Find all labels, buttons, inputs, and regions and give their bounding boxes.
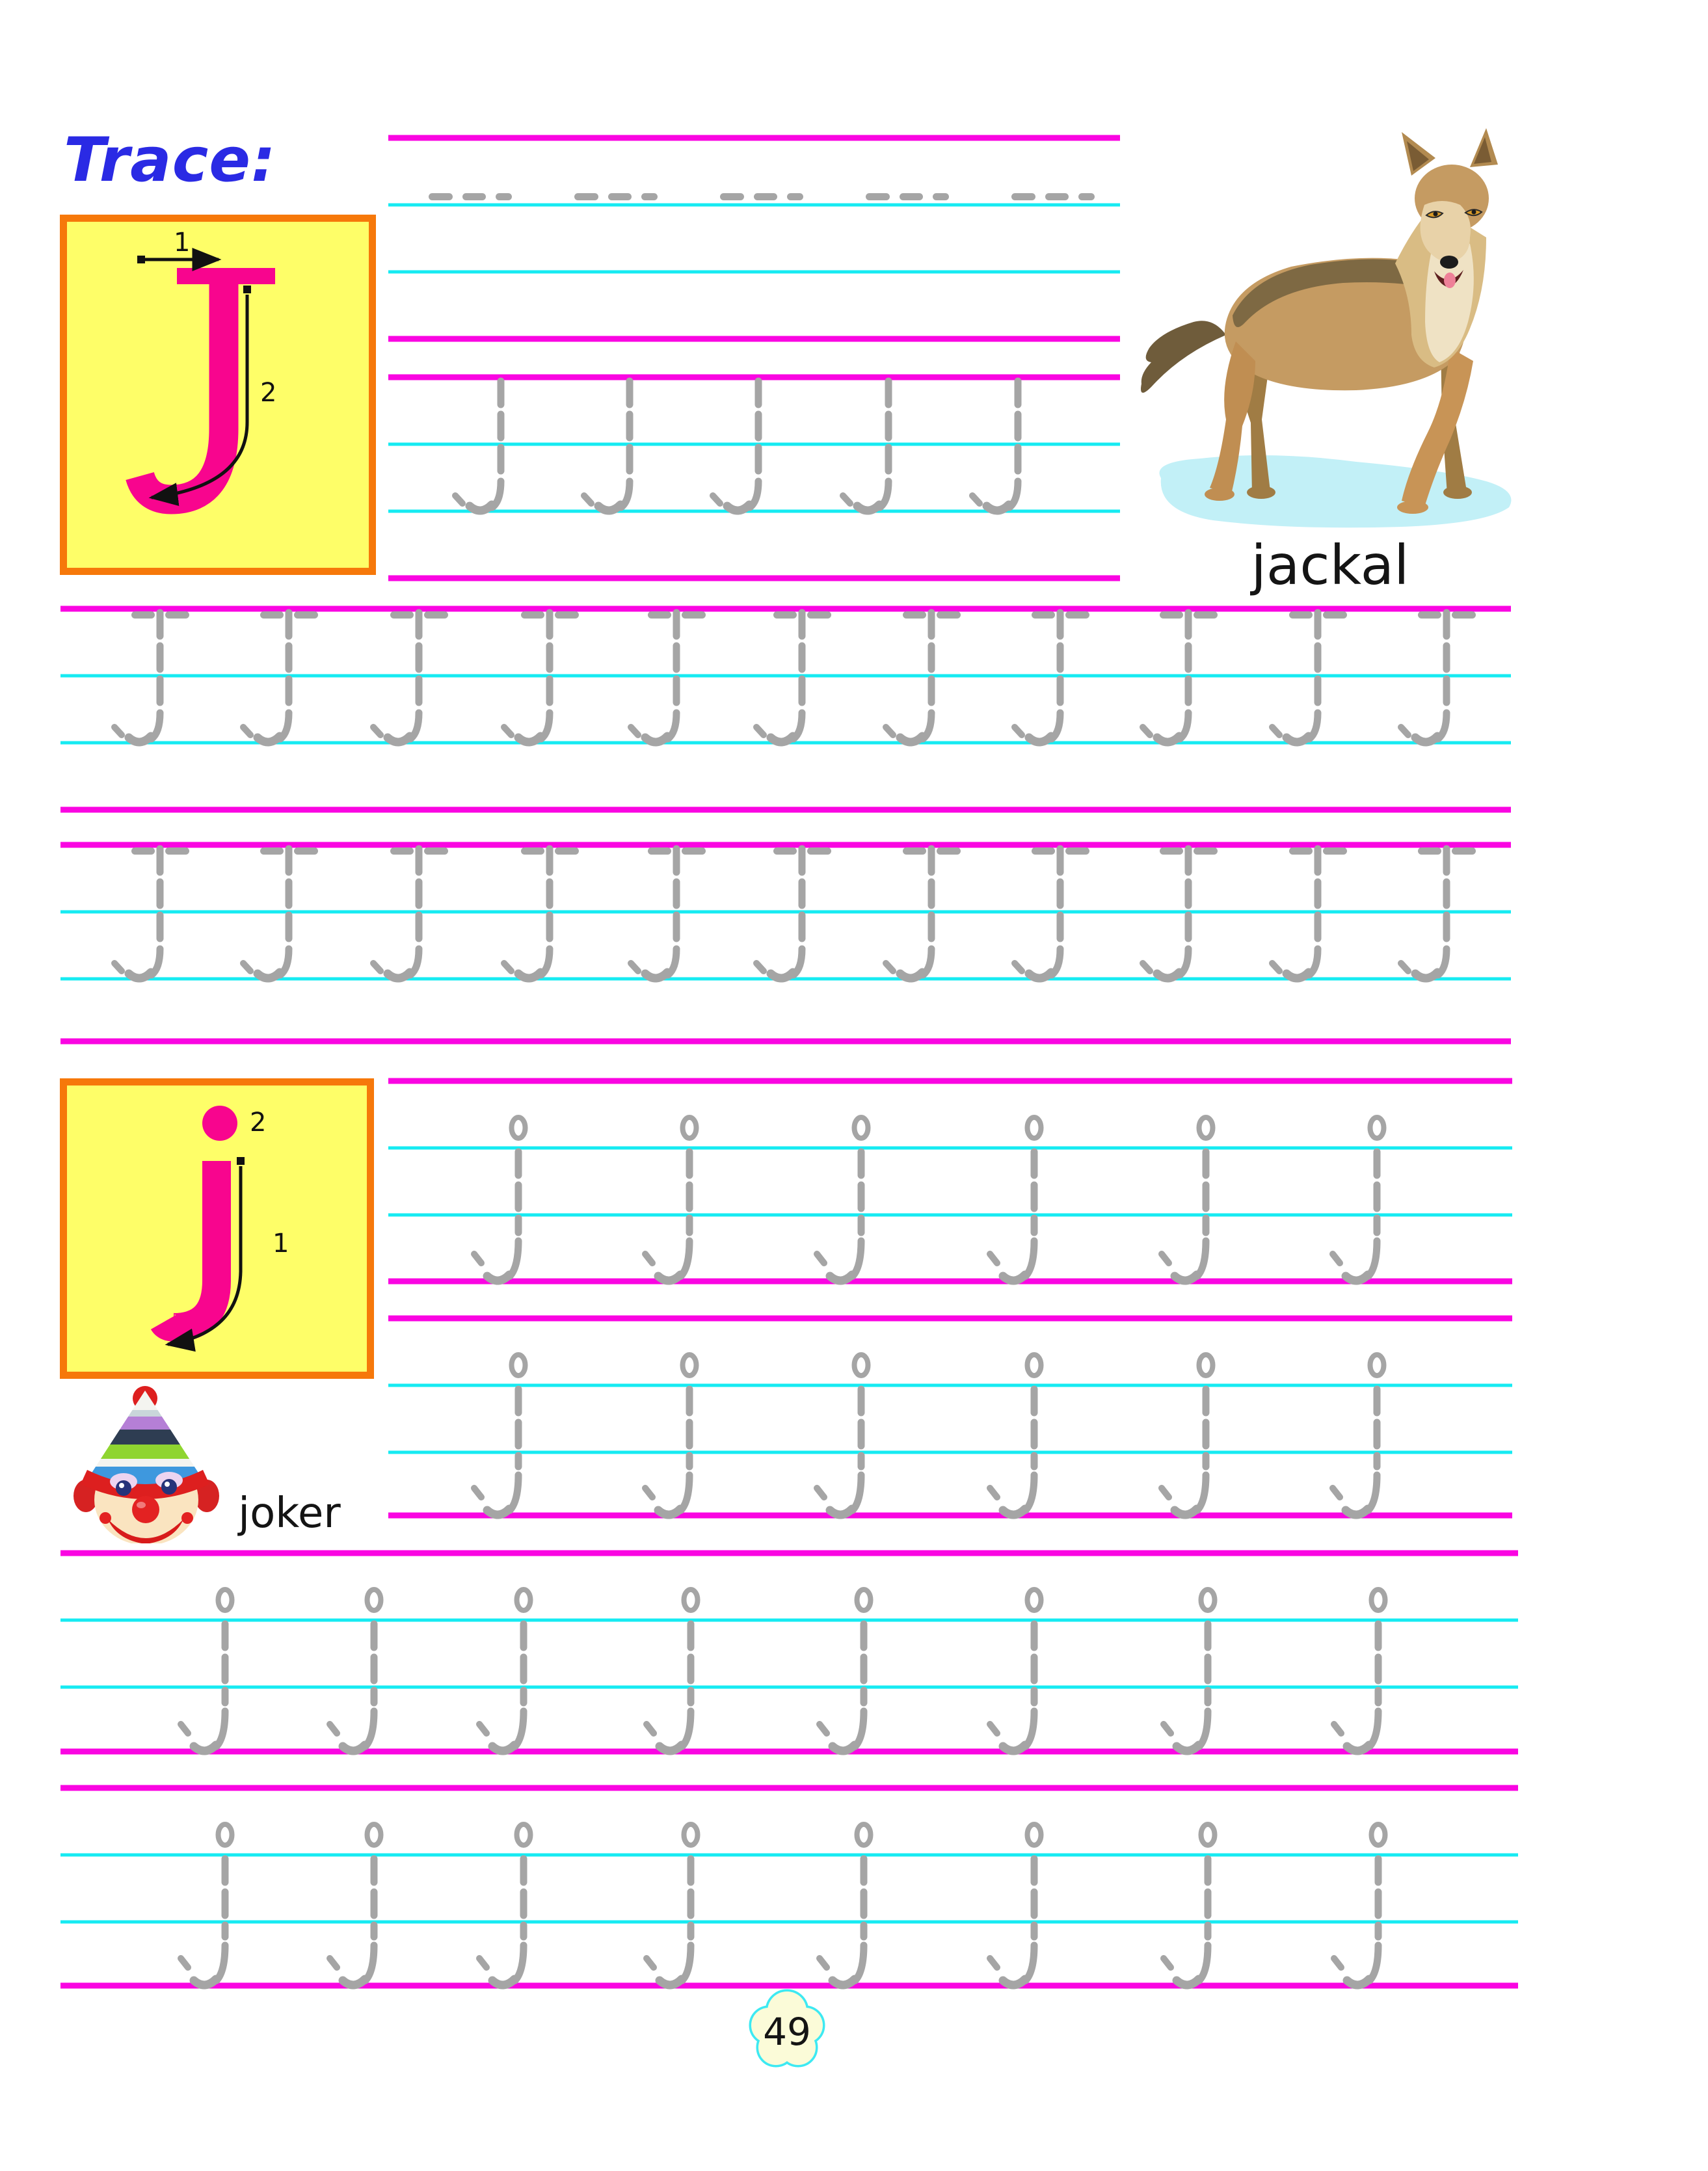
- letter-top-bar: [177, 268, 275, 284]
- trace-glyph-uppercase-J-stem: [584, 381, 630, 511]
- trace-glyph-lowercase-j: [1334, 1824, 1385, 1985]
- trace-glyph-lowercase-j: [1333, 1355, 1384, 1515]
- trace-glyph-lowercase-j: [990, 1590, 1041, 1751]
- jackal-caption: jackal: [1251, 533, 1409, 597]
- trace-glyph-lowercase-j: [1333, 1117, 1384, 1281]
- uppercase-letter-diagram: [67, 222, 369, 568]
- trace-glyph-uppercase-J-stem: [455, 381, 501, 511]
- trace-glyph-lowercase-j: [1334, 1590, 1385, 1751]
- practice-row-1: [388, 138, 1120, 339]
- stroke-2-number: 2: [260, 378, 277, 408]
- trace-glyph-lowercase-j: [645, 1355, 697, 1515]
- trace-bar-dash-group: [720, 193, 803, 200]
- trace-glyph-lowercase-j: [990, 1117, 1041, 1281]
- joker-face-shape: [72, 1384, 221, 1543]
- trace-glyph-lowercase-j: [181, 1824, 232, 1985]
- flower-badge-shape: [751, 1991, 823, 2065]
- joker-caption: joker: [238, 1489, 341, 1538]
- uppercase-letter-card: [60, 215, 376, 575]
- practice-row-2: [388, 377, 1120, 578]
- uppercase-letter-shape: [140, 268, 275, 499]
- trace-glyph-lowercase-j: [330, 1590, 381, 1751]
- practice-row-7: [60, 1553, 1518, 1751]
- lowercase-letter-shape: [163, 1106, 237, 1327]
- trace-glyph-lowercase-j: [820, 1824, 871, 1985]
- trace-glyph-lowercase-j: [330, 1824, 381, 1985]
- trace-bar-dash-group: [574, 193, 658, 200]
- lowercase-letter-diagram: [67, 1086, 367, 1372]
- trace-glyph-lowercase-j: [479, 1590, 531, 1751]
- trace-glyph-lowercase-j: [1164, 1590, 1215, 1751]
- trace-glyph-uppercase-J-stem: [713, 381, 758, 511]
- trace-glyph-lowercase-j: [647, 1590, 698, 1751]
- lowercase-letter-card: [60, 1078, 374, 1379]
- letter-stem-hook: [140, 284, 224, 499]
- joker-illustration: [72, 1384, 221, 1543]
- letter-dot: [202, 1106, 237, 1141]
- trace-bar-dash-group: [866, 193, 949, 200]
- practice-row-6: [388, 1318, 1512, 1515]
- jackal-body-shape: [1141, 128, 1498, 514]
- trace-glyph-lowercase-j: [990, 1824, 1041, 1985]
- trace-glyph-lowercase-j: [1162, 1355, 1213, 1515]
- stroke-1-number: 1: [174, 228, 191, 258]
- trace-glyph-lowercase-j: [817, 1117, 868, 1281]
- trace-glyph-lowercase-j: [474, 1355, 526, 1515]
- trace-bar-dash-group: [1011, 193, 1095, 200]
- practice-row-5: [388, 1081, 1512, 1281]
- trace-glyph-lowercase-j: [645, 1117, 697, 1281]
- stroke-1-arrow-icon: [137, 228, 219, 263]
- practice-row-8: [60, 1788, 1518, 1986]
- stroke-2-number: 2: [250, 1108, 267, 1138]
- stroke-1-number: 1: [273, 1229, 289, 1259]
- trace-glyph-lowercase-j: [820, 1590, 871, 1751]
- trace-glyph-uppercase-J-stem: [972, 381, 1018, 511]
- page-number-badge: [735, 1982, 839, 2086]
- practice-row-3: [60, 609, 1511, 810]
- practice-row-4: [60, 845, 1511, 1041]
- trace-glyph-uppercase-J-stem: [843, 381, 888, 511]
- trace-glyph-lowercase-j: [990, 1355, 1041, 1515]
- trace-glyph-lowercase-j: [1164, 1824, 1215, 1985]
- trace-glyph-lowercase-j: [647, 1824, 698, 1985]
- page-number: 49: [763, 2010, 811, 2054]
- trace-glyph-lowercase-j: [474, 1117, 526, 1281]
- jackal-illustration: [1122, 127, 1525, 533]
- trace-bar-dash-group: [429, 193, 512, 200]
- trace-glyph-lowercase-j: [181, 1590, 232, 1751]
- trace-glyph-lowercase-j: [479, 1824, 531, 1985]
- page-title: Trace:: [64, 125, 276, 196]
- letter-stem-hook: [163, 1161, 217, 1327]
- trace-glyph-lowercase-j: [1162, 1117, 1213, 1281]
- trace-glyph-lowercase-j: [817, 1355, 868, 1515]
